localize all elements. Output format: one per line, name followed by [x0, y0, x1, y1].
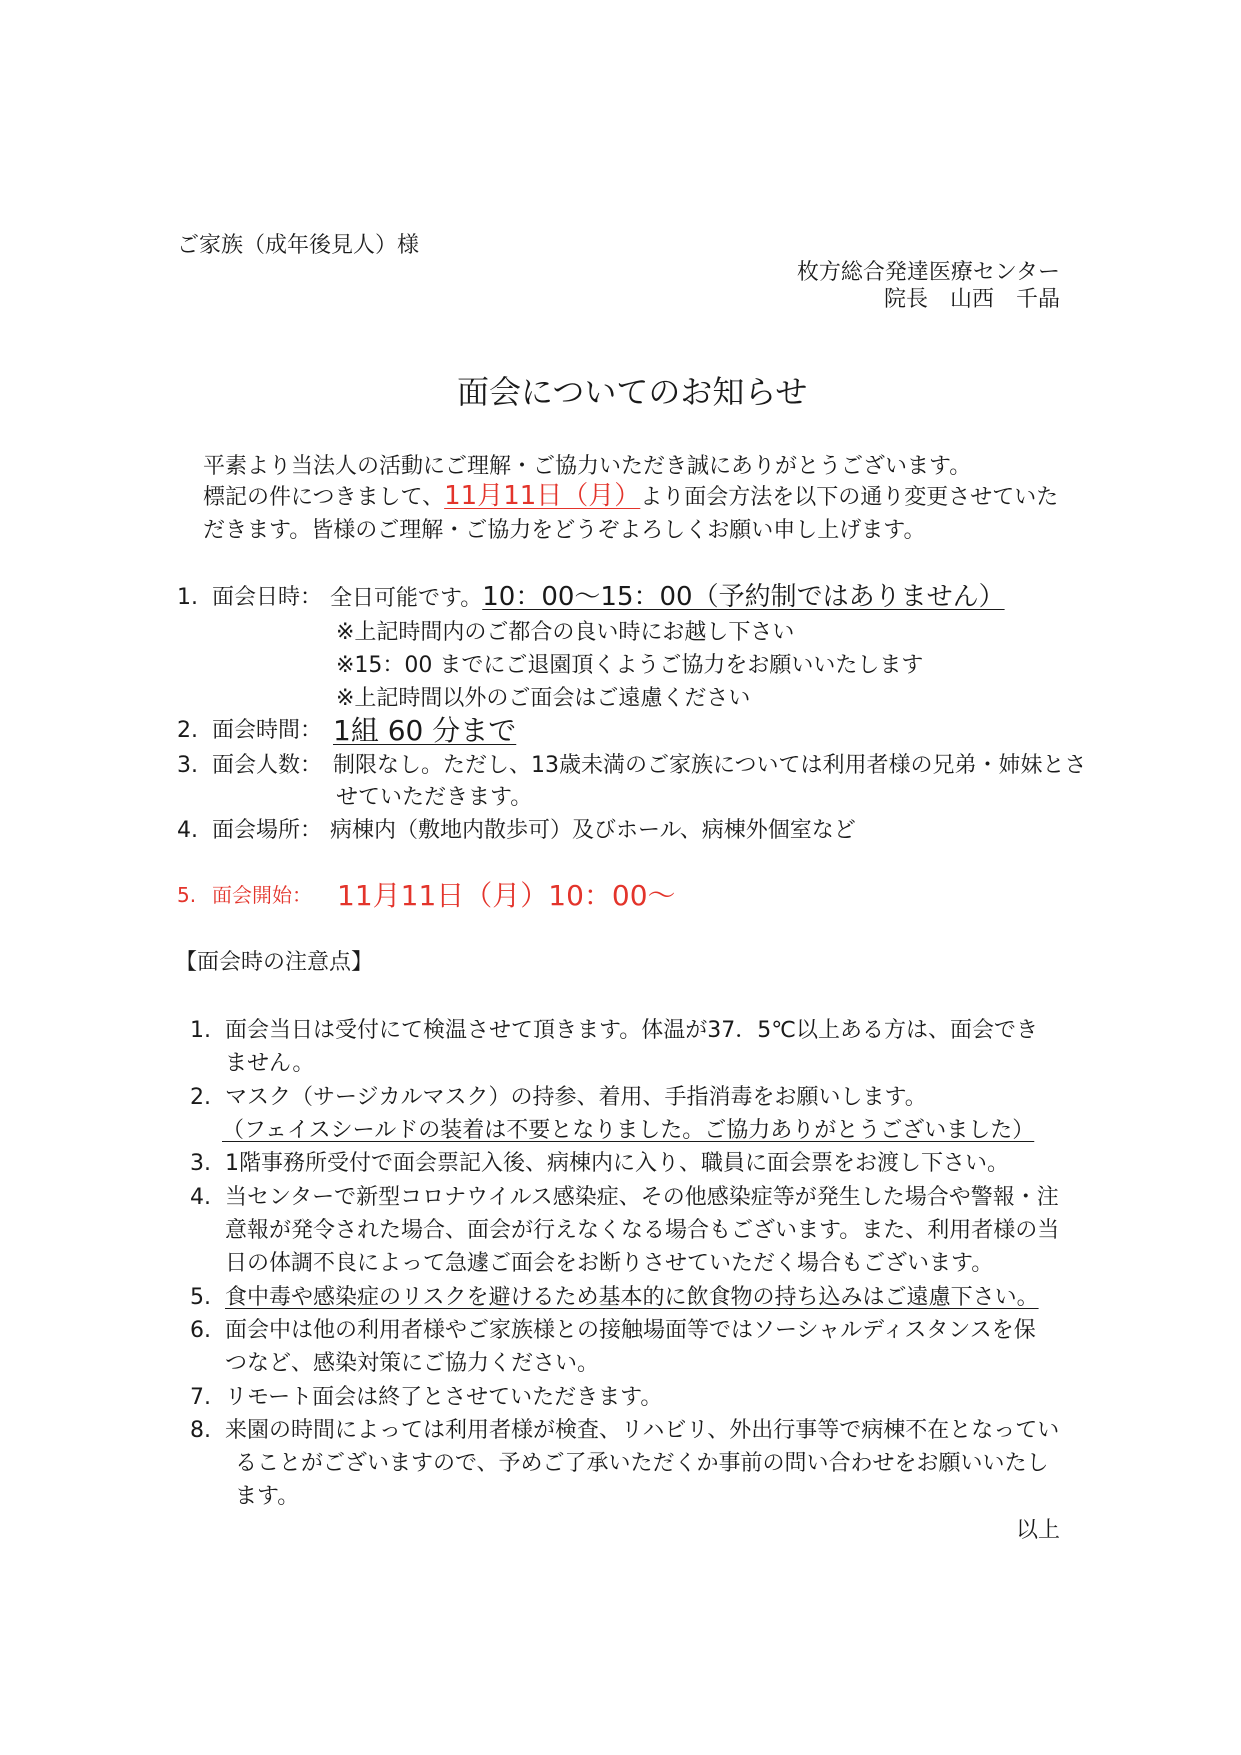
- precaution-face-shield-note: （フェイスシールドの装着は不要となりました。ご協力ありがとうございました）: [222, 1118, 1035, 1143]
- visit-headcount-continuation: せていただきます。: [336, 785, 533, 810]
- precaution-item-3: [0, 1147, 1241, 1180]
- precaution-number: 7.: [190, 1385, 211, 1410]
- precaution-number: 1.: [190, 1018, 211, 1043]
- visit-datetime-hours: 10：00～15：00（予約制ではありません）: [482, 582, 1005, 612]
- closing-word: 以上: [1015, 1518, 1060, 1543]
- visit-item-value: [330, 581, 1005, 615]
- precaution-item-5: [0, 1281, 1241, 1314]
- intro-change-date: 11月11日（月）: [444, 481, 641, 511]
- precaution-number: 6.: [190, 1318, 211, 1343]
- visit-item-number: 5.: [177, 883, 197, 907]
- precaution-text: リモート面会は終了とさせていただきます。: [225, 1385, 663, 1410]
- visit-item-label: 面会日時：: [212, 585, 323, 610]
- visit-start-value: 11月11日（月）10：00～: [337, 879, 676, 912]
- precaution-continuation: 日の体調不良によって急遽ご面会をお断りさせていただく場合もございます。: [225, 1251, 994, 1276]
- visit-headcount-value: 制限なし。ただし、13歳未満のご家族については利用者様の兄弟・姉妹とさ: [333, 753, 1087, 778]
- visit-item-start: [0, 879, 1241, 912]
- precautions-heading: 【面会時の注意点】: [175, 950, 374, 975]
- visit-note-2: ※15：00 までにご退園頂くようご協力をお願いいたします: [336, 653, 924, 678]
- visit-item-headcount: [0, 749, 1241, 782]
- visit-item-location: [0, 814, 1241, 847]
- visit-note-1: ※上記時間内のご都合の良い時にお越し下さい: [336, 620, 795, 645]
- visit-note-3: ※上記時間以外のご面会はご遠慮ください: [336, 686, 751, 711]
- precaution-item-4: [0, 1181, 1241, 1214]
- intro-line-2: [203, 480, 1058, 513]
- precaution-continuation: ることがございますので、予めご了承いただくか事前の問い合わせをお願いいたし: [235, 1451, 1049, 1476]
- intro-line-2-pre: 標記の件につきまして、: [203, 485, 445, 510]
- precaution-item-6: [0, 1314, 1241, 1347]
- precaution-item-7: [0, 1381, 1241, 1414]
- visit-location-value: 病棟内（敷地内散歩可）及びホール、病棟外個室など: [330, 818, 856, 843]
- visit-item-label: 面会人数：: [212, 753, 323, 778]
- visit-item-label: 面会時間：: [212, 718, 323, 743]
- sender-organization: 枚方総合発達医療センター: [796, 260, 1060, 285]
- precaution-text: マスク（サージカルマスク）の持参、着用、手指消毒をお願いします。: [225, 1085, 927, 1110]
- sender-name: 院長 山西 千晶: [883, 287, 1060, 312]
- intro-line-3: だきます。皆様のご理解・ご協力をどうぞよろしくお願い申し上げます。: [203, 518, 926, 543]
- precaution-item-2: [0, 1081, 1241, 1114]
- precaution-text: 面会中は他の利用者様やご家族様との接触場面等ではソーシャルディスタンスを保: [225, 1318, 1036, 1343]
- visit-item-label: 面会開始：: [212, 883, 312, 907]
- addressee: ご家族（成年後見人）様: [177, 233, 420, 258]
- visit-item-number: 3.: [177, 753, 198, 778]
- precaution-item-1: [0, 1014, 1241, 1047]
- visit-item-number: 1.: [177, 585, 198, 610]
- visit-datetime-value: 全日可能です。: [330, 586, 483, 611]
- precaution-continuation: ます。: [235, 1484, 300, 1509]
- precaution-number: 4.: [190, 1185, 211, 1210]
- document-title: 面会についてのお知らせ: [457, 373, 808, 411]
- intro-line-2-post: より面会方法を以下の通り変更させていた: [640, 485, 1059, 510]
- visit-item-number: 4.: [177, 818, 198, 843]
- visit-item-label: 面会場所：: [212, 818, 323, 843]
- precaution-continuation: 意報が発令された場合、面会が行えなくなる場合もございます。また、利用者様の当: [225, 1218, 1060, 1243]
- precaution-item-8: [0, 1414, 1241, 1447]
- visit-item-datetime: [0, 581, 1241, 614]
- intro-line-1: 平素より当法人の活動にご理解・ご協力いただき誠にありがとうございます。: [203, 454, 972, 479]
- precaution-number: 3.: [190, 1151, 211, 1176]
- visit-duration-value: 1組 60 分まで: [333, 714, 517, 747]
- precaution-text: 当センターで新型コロナウイルス感染症、その他感染症等が発生した場合や警報・注: [225, 1185, 1059, 1210]
- precaution-continuation: つなど、感染対策にご協力ください。: [225, 1351, 600, 1376]
- precaution-text: 1階事務所受付で面会票記入後、病棟内に入り、職員に面会票をお渡し下さい。: [225, 1151, 1009, 1176]
- precaution-continuation: ません。: [225, 1051, 315, 1076]
- visit-item-duration: [0, 714, 1241, 747]
- precaution-text: 食中毒や感染症のリスクを避けるため基本的に飲食物の持ち込みはご遠慮下さい。: [225, 1285, 1039, 1310]
- precaution-number: 8.: [190, 1418, 211, 1443]
- precaution-text: 来園の時間によっては利用者様が検査、リハビリ、外出行事等で病棟不在となってい: [225, 1418, 1060, 1443]
- precaution-text: 面会当日は受付にて検温させて頂きます。体温が37．5℃以上ある方は、面会でき: [225, 1018, 1038, 1043]
- visit-item-number: 2.: [177, 718, 198, 743]
- precaution-number: 2.: [190, 1085, 211, 1110]
- precaution-number: 5.: [190, 1285, 211, 1310]
